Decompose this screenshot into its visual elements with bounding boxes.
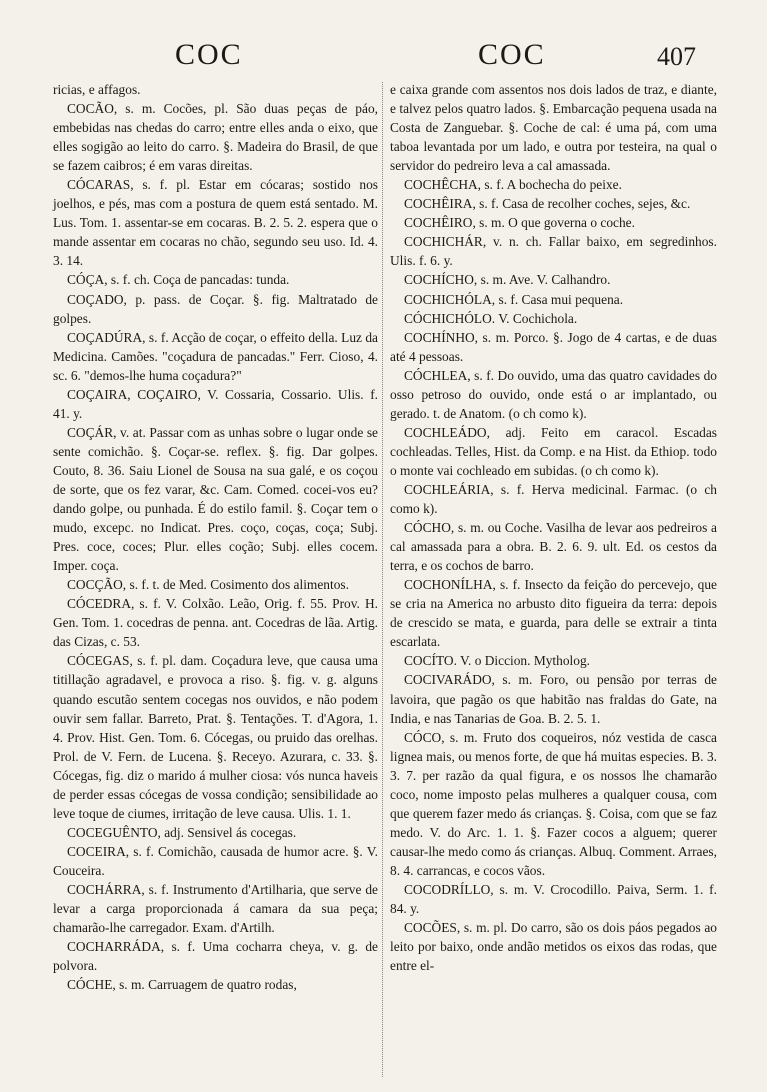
dictionary-entry: CÓCHICHÓLO. V. Cochichola. — [404, 310, 578, 326]
dictionary-entry: COCHÍNHO, s. m. Porco. §. Jogo de 4 cartas, e de duas até 4 pessoas. — [390, 329, 717, 364]
dictionary-entry: COCEIRA, s. f. Comichão, causada de humor acre. §. V. Couceira. — [53, 843, 378, 878]
entry-continuation: e caixa grande com assentos nos dois lados de traz, e diante, e talvez pelos quatro lados. §. Embarcação pequena usada na Costa de Zanguebar. §. Coche de cal: é uma pá, com uma taboa levantada por um lado, e outra por testeira, na qual o servidor do pedreiro leva a cal amassada. — [390, 82, 717, 174]
dictionary-entry: COCÍTO. V. o Diccion. Mytholog. — [404, 653, 590, 669]
dictionary-entry: COÇÁR, v. at. Passar com as unhas sobre o lugar onde se sente comichão. §. Coçar-se. reflex. §. fig. Dar golpes. Couto, 8. 36. Saiu Lionel de Sousa na sua galé, e os coçou de sorte, que os fez varar, &c. Cam. Comed. cocei-vos eu? dando golpe, ou punhada. É do estilo famil. §. Coçar tem o mudo, excepc. no Indicat. Pres. coço, coças, coça; Subj. Pres. coce, coces; Plur. elles coção; Subj. elles cocem. Imper. coça. — [53, 424, 378, 574]
dictionary-entry: COCHICHÁR, v. n. ch. Fallar baixo, em segredinhos. Ulis. f. 6. y. — [390, 234, 717, 269]
dictionary-entry: COCHÊIRO, s. m. O que governa o coche. — [404, 215, 635, 231]
dictionary-entry: COCHÊCHA, s. f. A bochecha do peixe. — [404, 177, 622, 193]
dictionary-entry: COCHLEÁRIA, s. f. Herva medicinal. Farmac. (o ch como k). — [390, 481, 717, 517]
dictionary-entry: COCÃO, s. m. Cocões, pl. São duas peças de páo, embebidas nas chedas do carro; entre elles anda o eixo, que elles sogigão ao leito do carro. §. Madeira do Brasil, de que se fazem caibros; é em varas direitas. — [53, 101, 378, 174]
dictionary-entry: CÓÇA, s. f. ch. Coça de pancadas: tunda. — [67, 272, 290, 288]
dictionary-entry: COCHICHÓLA, s. f. Casa mui pequena. — [404, 291, 624, 307]
dictionary-entry: COCHÊIRA, s. f. Casa de recolher coches, sejes, &c. — [404, 196, 691, 212]
left-guide-word: COC — [175, 38, 243, 71]
page-header — [0, 38, 767, 78]
dictionary-entry: CÓCHE, s. m. Carruagem de quatro rodas, — [67, 977, 297, 993]
dictionary-entry: COCODRÍLLO, s. m. V. Crocodillo. Paiva, Serm. 1. f. 84. y. — [390, 881, 717, 917]
dictionary-entry: CÓCARAS, s. f. pl. Estar em cócaras; sostido nos joelhos, e pés, mas com a postura de quem está sentado. M. Lus. Tom. 1. assentar-se em cocaras. B. 2. 5. 2. espera que o mande assentar em cocaras no chão, segundo seu uso. Id. 4. 3. 14. — [53, 177, 378, 269]
right-guide-word: COC — [478, 38, 546, 71]
column-divider — [382, 82, 383, 1077]
dictionary-entry: CÓCEDRA, s. f. V. Colxão. Leão, Orig. f. 55. Prov. H. Gen. Tom. 1. cocedras de penna. ant. Cocedras de lãa. Artig. das Cizas, c. 53. — [53, 596, 378, 650]
left-column — [53, 80, 378, 994]
dictionary-entry: COCHÍCHO, s. m. Ave. V. Calhandro. — [404, 272, 611, 288]
dictionary-entry: CÓCEGAS, s. f. pl. dam. Coçadura leve, que causa uma titillação agradavel, e provoca a riso. §. fig. v. g. alguns quando escutão sentem cocegas nos ouvidos, e não podem ouvir sem fallar. Barreto, Prat. §. Tentações. T. d'Agora, 1. 4. Prov. Hist. Gen. Tom. 6. Cócegas, ou pruido das orelhas. Prol. de V. Fern. de Lucena. §. Receyo. Azurara, c. 33. §. Cócegas, fig. diz o marido á mulher ciosa: vós nunca haveis de perder essas cócegas de vossa condição; sensibilidade ao leve toque de ciumes, irritação de leve causa. Ulis. 1. 1. — [53, 653, 378, 821]
dictionary-entry: CÓCO, s. m. Fruto dos coqueiros, nóz vestida de casca lignea mais, ou menos forte, de que há muitas especies. B. 3. 3. 7. per razão da qual figura, e os nossos lhe chamarão coco, nome imposto pelas mulheres a qualquer cousa, com que querem fazer medo ás crianças. §. Coisa, com que se faz medo. V. do Arc. 1. 1. §. Fazer cocos a alguem; querer causar-lhe medo como ás crianças. Albuq. Comment. Arraes, 8. 4. carrancas, e cocos vãos. — [390, 729, 717, 878]
dictionary-entry: CÓCHO, s. m. ou Coche. Vasilha de levar aos pedreiros a cal amassada para a obra. B. 2. 6. 9. ult. Ed. os cestos da terra, e os cochos de barro. — [390, 520, 717, 574]
dictionary-entry: COCIVARÁDO, s. m. Foro, ou pensão por terras de lavoira, que pagão os que habitão nas fraldas do Gate, na India, e nas Tanarias de Goa. B. 2. 5. 1. — [390, 672, 717, 726]
page-number: 407 — [657, 42, 696, 71]
dictionary-entry: COCHÁRRA, s. f. Instrumento d'Artilharia, que serve de levar a carga proporcionada á camara da sua peça; chamarão-lhe carregador. Exam. d'Artilh. — [53, 881, 378, 936]
dictionary-entry: COCHARRÁDA, s. f. Uma cocharra cheya, v. g. de polvora. — [53, 939, 378, 974]
dictionary-entry: COCEGUÊNTO, adj. Sensivel ás cocegas. — [67, 824, 297, 840]
dictionary-entry: COÇADÚRA, s. f. Acção de coçar, o effeito della. Luz da Medicina. Camões. "coçadura de pancadas." Ferr. Cioso, 4. sc. 6. "demos-lhe huma coçadura?" — [53, 329, 378, 383]
right-column — [390, 80, 717, 975]
entry-continuation: ricias, e affagos. — [53, 82, 141, 97]
dictionary-entry: COÇADO, p. pass. de Coçar. §. fig. Maltratado de golpes. — [53, 291, 378, 326]
dictionary-entry: CÓCHLEA, s. f. Do ouvido, uma das quatro cavidades do osso petroso do ouvido, onde está o ar implantado, ou gerado. t. de Anatom. (o ch como k). — [390, 367, 717, 421]
dictionary-entry: COCÕES, s. m. pl. Do carro, são os dois páos pegados ao leito por baixo, onde andão metidos os eixos das rodas, que entre el- — [390, 920, 717, 974]
dictionary-entry: COCHLEÁDO, adj. Feito em caracol. Escadas cochleadas. Telles, Hist. da Comp. e na Hist. da Ethiop. todo o monte vai cochleado em subidas. (o ch como k). — [390, 424, 717, 478]
dictionary-entry: COCÇÃO, s. f. t. de Med. Cosimento dos alimentos. — [67, 577, 349, 593]
dictionary-entry: COÇAIRA, COÇAIRO, V. Cossaria, Cossario. Ulis. f. 41. y. — [53, 386, 378, 421]
dictionary-entry: COCHONÍLHA, s. f. Insecto da feição do percevejo, que se cria na America no arbusto dito figueira da terra: depois de crescido se mata, e guarda, para delle se extrair a tinta escarlata. — [390, 577, 717, 650]
